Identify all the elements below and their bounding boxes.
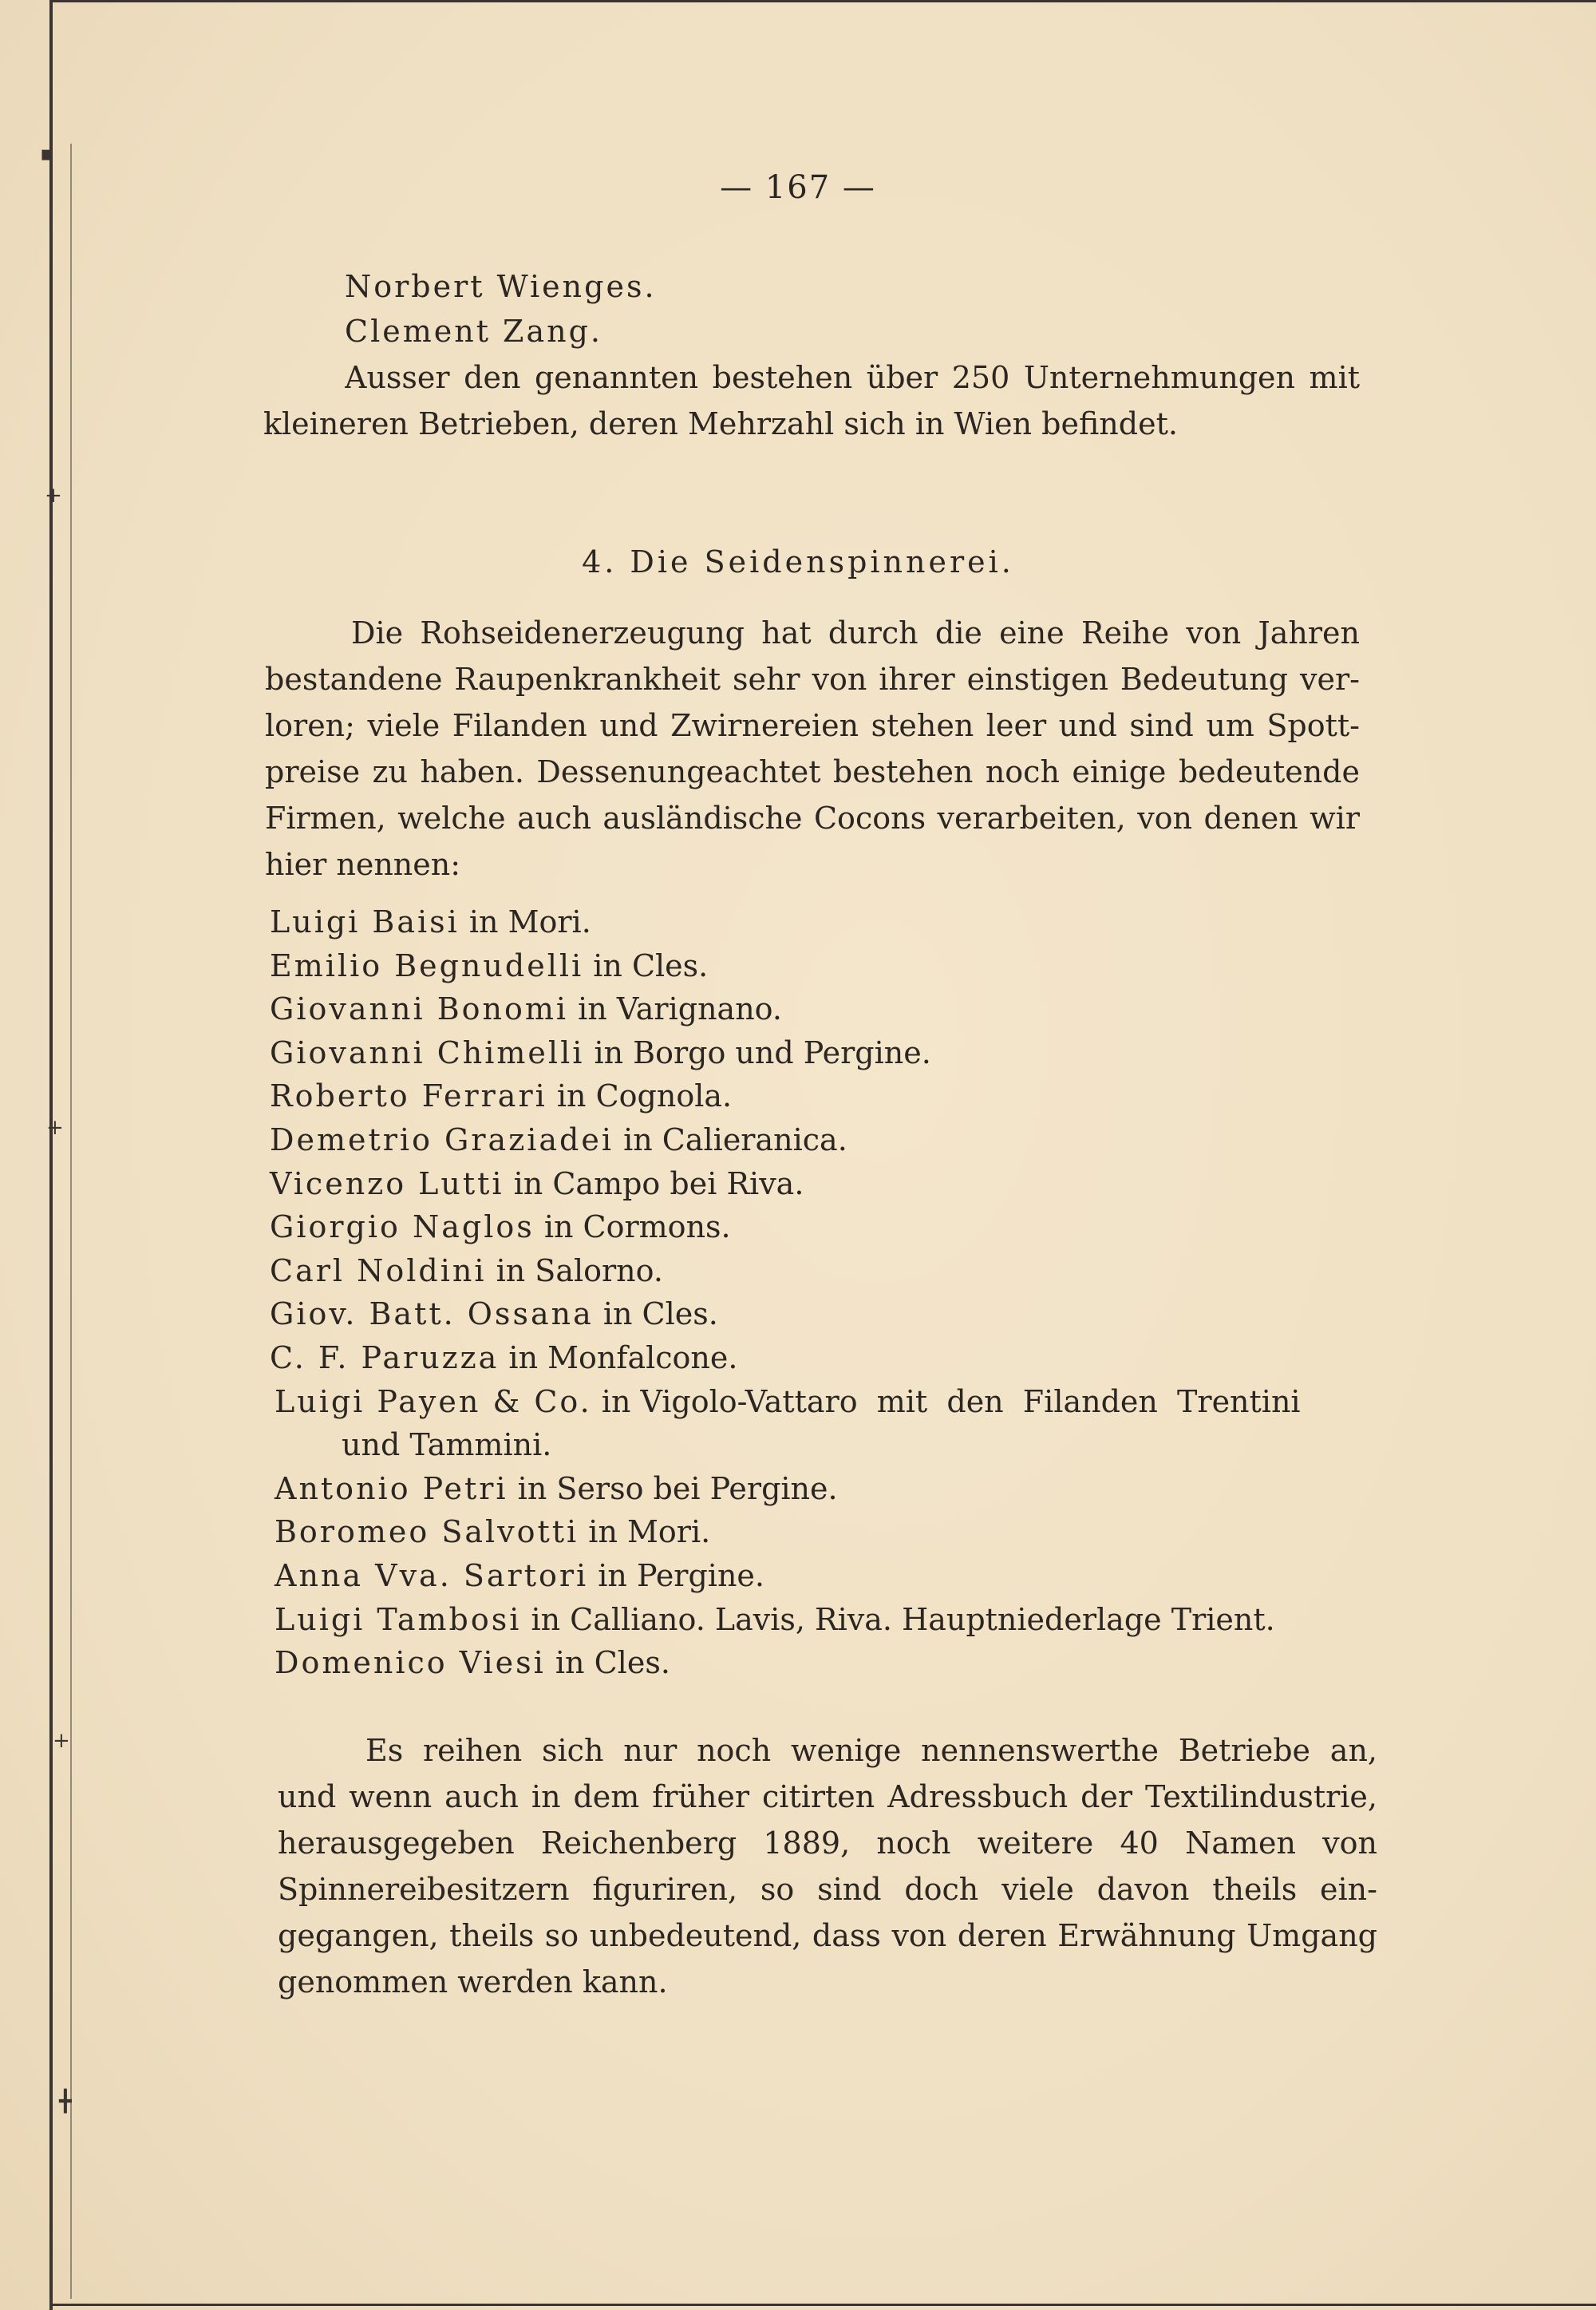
firm-location: in Mori.	[579, 1514, 711, 1549]
firm-name: Carl Noldini	[270, 1253, 487, 1288]
firm-location: in Varignano.	[568, 991, 782, 1026]
firm-entry	[275, 1641, 670, 1684]
firm-location: in Cles.	[545, 1645, 670, 1680]
firm-location: in Cles.	[593, 1296, 718, 1331]
firm-name: Giorgio Naglos	[270, 1209, 535, 1244]
para3-line-3: herausgegeben Reichenberg 1889, noch weitere 40 Namen von	[278, 1825, 1377, 1861]
firm-entry	[275, 1554, 764, 1597]
para1-line-1: Ausser den genannten bestehen über 250 Unternehmungen mit	[345, 360, 1360, 395]
margin-mark-icon: +	[53, 1729, 70, 1753]
page-number: — 167 —	[720, 169, 876, 206]
firm-name: Luigi Payen & Co.	[275, 1384, 592, 1419]
firm-location: in Vigolo-Vattaro mit den Filanden Trentini	[591, 1384, 1301, 1419]
firm-entry	[270, 900, 591, 943]
firm-name: C. F. Paruzza	[270, 1340, 500, 1375]
firm-entry	[270, 1292, 718, 1335]
para2-line-6: hier nennen:	[265, 847, 461, 882]
firm-location: in Mori.	[459, 904, 591, 939]
firm-location: in Pergine.	[588, 1558, 764, 1593]
firm-entry	[270, 1205, 731, 1248]
firm-name: Roberto Ferrari	[270, 1078, 547, 1113]
firm-location: und Tammini.	[342, 1427, 552, 1462]
para3-line-4: Spinnereibesitzern figuriren, so sind doch viele davon theils ein-	[278, 1872, 1377, 1907]
firm-entry	[270, 1336, 737, 1379]
para2-line-2: bestandene Raupenkrankheit sehr von ihrer einstigen Bedeutung ver-	[265, 662, 1360, 697]
para2-line-3: loren; viele Filanden und Zwirnereien stehen leer und sind um Spott-	[265, 708, 1360, 743]
top-edge-rule	[49, 0, 1596, 2]
firm-entry	[270, 1162, 804, 1205]
section-heading: 4. Die Seidenspinnerei.	[582, 544, 1014, 579]
firm-name: Vicenzo Lutti	[270, 1166, 504, 1201]
firm-name: Luigi Tambosi	[275, 1602, 522, 1637]
firm-entry	[275, 1598, 1275, 1641]
para1-line-2: kleineren Betrieben, deren Mehrzahl sich in Wien befindet.	[263, 406, 1178, 441]
para2-line-4: preise zu haben. Dessenungeachtet bestehen noch einige bedeutende	[265, 754, 1360, 789]
para3-line-2: und wenn auch in dem früher citirten Adressbuch der Textilindustrie,	[278, 1779, 1377, 1814]
firm-location: in Salorno.	[486, 1253, 663, 1288]
firm-entry	[270, 987, 782, 1030]
firm-location: in Cognola.	[547, 1078, 733, 1113]
firm-entry	[275, 1380, 1301, 1423]
firm-name: Giovanni Bonomi	[270, 991, 569, 1026]
firm-entry	[270, 944, 708, 987]
margin-mark-icon: ▪	[40, 142, 54, 166]
firm-entry	[275, 1510, 710, 1553]
firm-location: in Campo bei Riva.	[504, 1166, 804, 1201]
firm-name: Anna Vva. Sartori	[275, 1558, 589, 1593]
intro-name-2: Clement Zang.	[345, 314, 602, 349]
margin-mark-icon: +	[46, 1116, 64, 1140]
firm-entry	[270, 1074, 732, 1117]
firm-name: Boromeo Salvotti	[275, 1514, 579, 1549]
firm-location: in Calliano. Lavis, Riva. Hauptniederlage Trient.	[521, 1602, 1275, 1637]
firm-location: in Calieranica.	[614, 1122, 847, 1157]
firm-name: Demetrio Graziadei	[270, 1122, 614, 1157]
firm-name: Emilio Begnudelli	[270, 948, 584, 983]
firm-entry	[270, 1118, 847, 1161]
firm-name: Luigi Baisi	[270, 904, 460, 939]
firm-location: in Borgo und Pergine.	[584, 1035, 931, 1070]
firm-entry	[275, 1467, 838, 1510]
para3-line-6: genommen werden kann.	[278, 1964, 668, 1999]
firm-name: Domenico Viesi	[275, 1645, 546, 1680]
firm-name: Giovanni Chimelli	[270, 1035, 585, 1070]
para3-line-5: gegangen, theils so unbedeutend, dass von deren Erwähnung Umgang	[278, 1918, 1377, 1953]
margin-mark-icon: +	[45, 484, 62, 508]
margin-mark-icon: ╋	[59, 2090, 72, 2114]
intro-name-1: Norbert Wienges.	[345, 269, 657, 304]
bottom-edge-rule	[49, 2304, 1596, 2306]
firm-entry	[270, 1249, 663, 1292]
para2-line-1: Die Rohseidenerzeugung hat durch die eine Reihe von Jahren	[351, 615, 1360, 651]
firm-location: in Serso bei Pergine.	[508, 1471, 838, 1506]
binding-shadow	[70, 144, 72, 2299]
para3-line-1: Es reihen sich nur noch wenige nennenswerthe Betriebe an,	[365, 1733, 1377, 1768]
firm-location: in Cormons.	[534, 1209, 731, 1244]
firm-name: Antonio Petri	[275, 1471, 508, 1506]
firm-entry	[270, 1031, 931, 1074]
binding-edge	[49, 0, 53, 2310]
firm-name: Giov. Batt. Ossana	[270, 1296, 594, 1331]
firm-entry	[342, 1423, 551, 1466]
para2-line-5: Firmen, welche auch ausländische Cocons verarbeiten, von denen wir	[265, 801, 1360, 836]
firm-location: in Monfalcone.	[499, 1340, 738, 1375]
firm-location: in Cles.	[583, 948, 709, 983]
